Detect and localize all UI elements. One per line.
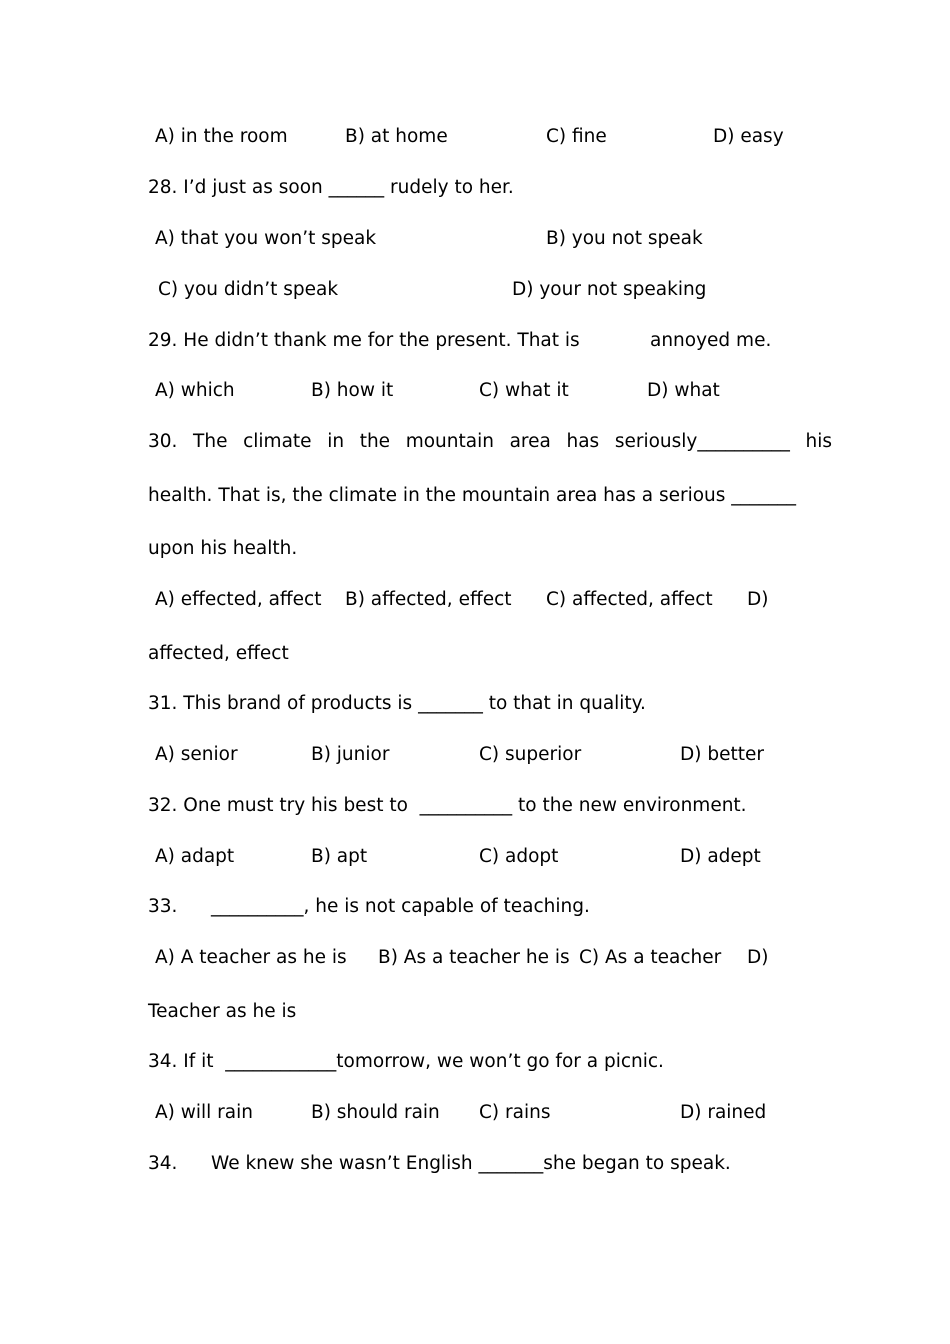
q31-option-c: C) superior	[479, 744, 582, 765]
q33-option-c: C) As a teacher	[579, 947, 722, 968]
q32-option-d: D) adept	[680, 846, 761, 867]
q32-option-a: A) adapt	[155, 846, 235, 867]
q27-option-d: D) easy	[713, 126, 784, 147]
q32-stem: 32. One must try his best to __________ to the new environment.	[148, 795, 747, 816]
q30-option-d: D)	[747, 589, 769, 610]
q29-option-c: C) what it	[479, 380, 569, 401]
q31-stem: 31. This brand of products is _______ to that in quality.	[148, 693, 646, 714]
q31-option-b: B) junior	[311, 744, 390, 765]
q33-option-d-continued: Teacher as he is	[148, 1001, 297, 1022]
q31-option-d: D) better	[680, 744, 764, 765]
q30-option-a: A) effected, affect	[155, 589, 322, 610]
q29-stem-end: annoyed me.	[650, 330, 772, 351]
q30-option-d-continued: affected, effect	[148, 643, 289, 664]
q33-option-a: A) A teacher as he is	[155, 947, 347, 968]
q34b-stem: We knew she wasn’t English _______she began to speak.	[211, 1153, 731, 1174]
q34-option-b: B) should rain	[311, 1102, 440, 1123]
q31-option-a: A) senior	[155, 744, 238, 765]
q34b-number: 34.	[148, 1153, 178, 1174]
q29-option-d: D) what	[647, 380, 720, 401]
q28-option-a: A) that you won’t speak	[155, 228, 377, 249]
q27-option-c: C) fine	[546, 126, 607, 147]
q28-stem: 28. I’d just as soon ______ rudely to her.	[148, 177, 514, 198]
q30-stem-line-1: 30. The climate in the mountain area has seriously__________ his	[148, 431, 832, 452]
q34-option-a: A) will rain	[155, 1102, 253, 1123]
q33-option-d: D)	[747, 947, 769, 968]
q30-stem-line-2: health. That is, the climate in the mountain area has a serious _______	[148, 485, 797, 506]
q28-option-c: C) you didn’t speak	[158, 279, 339, 300]
q29-option-b: B) how it	[311, 380, 394, 401]
q34-stem: 34. If it ____________tomorrow, we won’t go for a picnic.	[148, 1051, 664, 1072]
q28-option-b: B) you not speak	[546, 228, 703, 249]
q32-option-b: B) apt	[311, 846, 368, 867]
q30-option-b: B) affected, effect	[345, 589, 512, 610]
q33-option-b: B) As a teacher he is	[378, 947, 570, 968]
q30-option-c: C) affected, affect	[546, 589, 713, 610]
q30-stem-line-3: upon his health.	[148, 538, 298, 559]
q34-option-d: D) rained	[680, 1102, 767, 1123]
q28-option-d: D) your not speaking	[512, 279, 707, 300]
q34-option-c: C) rains	[479, 1102, 551, 1123]
q27-option-a: A) in the room	[155, 126, 288, 147]
q27-option-b: B) at home	[345, 126, 448, 147]
q29-option-a: A) which	[155, 380, 235, 401]
q33-number: 33.	[148, 896, 178, 917]
q33-stem: __________, he is not capable of teaching.	[211, 896, 590, 917]
q32-option-c: C) adopt	[479, 846, 559, 867]
q29-stem: 29. He didn’t thank me for the present. That is	[148, 330, 580, 351]
